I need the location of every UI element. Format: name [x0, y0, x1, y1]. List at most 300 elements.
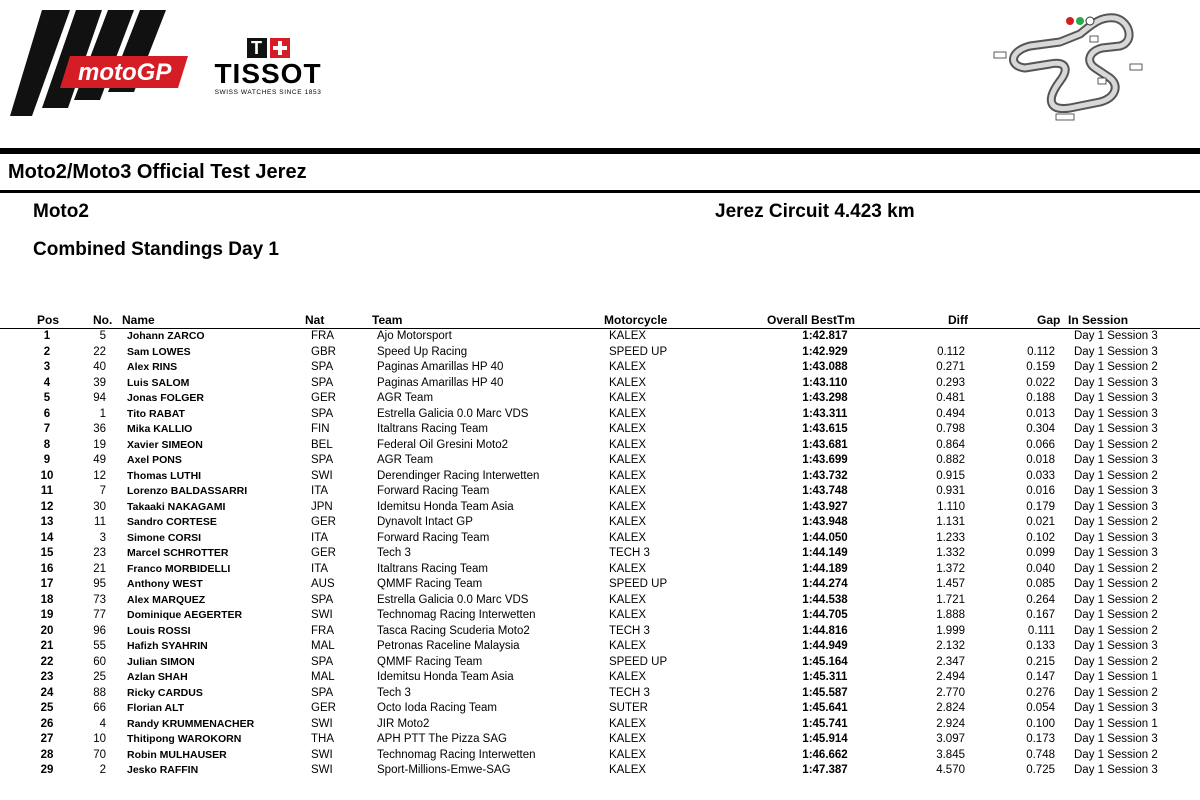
- table-row: [0, 749, 1200, 765]
- cell-nat: ITA: [311, 562, 329, 575]
- cell-motorcycle: KALEX: [609, 764, 647, 776]
- cell-team: QMMF Racing Team: [377, 655, 483, 668]
- cell-session: Day 1 Session 1: [1074, 717, 1158, 730]
- cell-name: Anthony WEST: [127, 578, 203, 590]
- cell-diff: 3.097: [936, 733, 965, 745]
- class-title: Moto2: [33, 201, 89, 222]
- cell-pos: 26: [40, 717, 54, 730]
- cell-pos: 24: [40, 686, 54, 699]
- table-row: [0, 609, 1200, 625]
- cell-best-time: 1:44.274: [802, 578, 848, 590]
- cell-name: Florian ALT: [127, 702, 185, 714]
- cell-gap: 0.147: [1026, 671, 1055, 683]
- cell-motorcycle: SUTER: [609, 702, 648, 714]
- cell-nat: SPA: [311, 407, 334, 420]
- table-row: [0, 439, 1200, 455]
- tissot-emblem: [208, 38, 328, 58]
- cell-pos: 4: [43, 376, 51, 389]
- cell-pos: 29: [40, 764, 54, 776]
- cell-team: Tasca Racing Scuderia Moto2: [377, 624, 530, 637]
- cell-session: Day 1 Session 2: [1074, 686, 1158, 699]
- cell-name: Axel PONS: [127, 454, 182, 466]
- cell-name: Marcel SCHROTTER: [127, 547, 229, 559]
- cell-nat: BEL: [311, 438, 333, 451]
- cell-best-time: 1:44.816: [802, 624, 848, 637]
- cell-nat: SWI: [311, 609, 333, 621]
- cell-name: Jesko RAFFIN: [127, 764, 199, 776]
- cell-session: Day 1 Session 2: [1074, 516, 1158, 528]
- cell-team: Federal Oil Gresini Moto2: [377, 438, 509, 451]
- cell-best-time: 1:43.311: [802, 407, 848, 420]
- cell-pos: 7: [43, 423, 51, 435]
- table-row: [0, 687, 1200, 703]
- table-row: [0, 733, 1200, 749]
- cell-best-time: 1:45.587: [802, 686, 848, 699]
- cell-name: Thitipong WAROKORN: [127, 733, 242, 745]
- cell-pos: 12: [40, 500, 54, 513]
- cell-gap: 0.167: [1026, 609, 1055, 621]
- col-motorcycle: Motorcycle: [604, 313, 668, 327]
- table-row: [0, 702, 1200, 718]
- cell-team: AGR Team: [377, 392, 434, 404]
- cell-diff: 0.481: [936, 392, 965, 404]
- cell-motorcycle: KALEX: [609, 593, 647, 606]
- cell-team: Dynavolt Intact GP: [377, 516, 473, 528]
- cell-motorcycle: SPEED UP: [609, 578, 668, 590]
- table-header: [0, 313, 1200, 329]
- cell-gap: 0.085: [1026, 578, 1055, 590]
- cell-diff: 1.233: [936, 531, 965, 544]
- cell-diff: 2.347: [936, 655, 965, 668]
- cell-team: JIR Moto2: [377, 717, 430, 730]
- motogp-logo: [10, 8, 195, 118]
- cell-name: Jonas FOLGER: [127, 392, 205, 404]
- cell-pos: 14: [40, 531, 54, 544]
- cell-session: Day 1 Session 2: [1074, 748, 1158, 761]
- cell-diff: 2.494: [936, 671, 965, 683]
- cell-pos: 17: [40, 578, 54, 590]
- col-nat: Nat: [305, 313, 325, 327]
- cell-diff: 1.888: [936, 609, 965, 621]
- cell-pos: 6: [43, 407, 51, 420]
- cell-diff: 1.372: [936, 562, 965, 575]
- cell-team: Technomag Racing Interwetten: [377, 609, 536, 621]
- cell-session: Day 1 Session 3: [1074, 733, 1158, 745]
- title-divider: [0, 190, 1200, 193]
- cell-nat: SPA: [311, 454, 334, 466]
- cell-session: Day 1 Session 2: [1074, 578, 1158, 590]
- col-no: No.: [93, 313, 113, 327]
- cell-best-time: 1:43.732: [802, 469, 848, 482]
- cell-pos: 28: [40, 748, 54, 761]
- table-row: [0, 454, 1200, 470]
- cell-nat: ITA: [311, 531, 329, 544]
- cell-nat: SWI: [311, 764, 333, 776]
- table-row: [0, 361, 1200, 377]
- table-row: [0, 516, 1200, 532]
- cell-gap: 0.173: [1026, 733, 1055, 745]
- cell-pos: 23: [40, 671, 54, 683]
- table-row: [0, 346, 1200, 362]
- cell-motorcycle: SPEED UP: [609, 655, 668, 668]
- cell-session: Day 1 Session 1: [1074, 671, 1158, 683]
- table-row: [0, 656, 1200, 672]
- col-diff: Diff: [948, 313, 968, 327]
- cell-team: Tech 3: [377, 686, 411, 699]
- cell-motorcycle: KALEX: [609, 748, 647, 761]
- cell-motorcycle: KALEX: [609, 330, 647, 342]
- cell-no: 39: [93, 376, 106, 389]
- cell-team: Paginas Amarillas HP 40: [377, 361, 504, 373]
- cell-nat: FRA: [311, 330, 334, 342]
- cell-nat: SPA: [311, 593, 334, 606]
- cell-nat: MAL: [311, 671, 335, 683]
- cell-session: Day 1 Session 3: [1074, 454, 1158, 466]
- cell-no: 77: [93, 609, 106, 621]
- cell-best-time: 1:43.948: [802, 516, 848, 528]
- cell-best-time: 1:43.110: [802, 376, 848, 389]
- table-row: [0, 408, 1200, 424]
- cell-session: Day 1 Session 3: [1074, 392, 1158, 404]
- cell-name: Julian SIMON: [127, 655, 195, 668]
- cell-no: 1: [99, 407, 106, 420]
- cell-no: 94: [93, 392, 106, 404]
- circuit-title: Jerez Circuit 4.423 km: [715, 201, 915, 222]
- cell-diff: 0.864: [936, 438, 965, 451]
- cell-gap: 0.013: [1026, 407, 1055, 420]
- cell-best-time: 1:42.817: [802, 330, 848, 342]
- table-row: [0, 640, 1200, 656]
- cell-motorcycle: TECH 3: [609, 547, 650, 559]
- cell-session: Day 1 Session 2: [1074, 609, 1158, 621]
- cell-best-time: 1:43.699: [802, 454, 848, 466]
- cell-session: Day 1 Session 3: [1074, 485, 1158, 497]
- cell-team: QMMF Racing Team: [377, 578, 483, 590]
- cell-diff: 0.798: [936, 423, 965, 435]
- table-row: [0, 671, 1200, 687]
- cell-diff: 2.824: [936, 702, 965, 714]
- cell-session: Day 1 Session 2: [1074, 469, 1158, 482]
- cell-nat: SPA: [311, 361, 334, 373]
- cell-best-time: 1:46.662: [802, 748, 848, 761]
- standings-table: [0, 330, 1200, 780]
- header-divider: [0, 148, 1200, 154]
- table-row: [0, 594, 1200, 610]
- cell-nat: ITA: [311, 485, 329, 497]
- cell-motorcycle: KALEX: [609, 392, 647, 404]
- cell-name: Johann ZARCO: [127, 330, 205, 342]
- cell-nat: THA: [311, 733, 334, 745]
- cell-nat: FRA: [311, 624, 334, 637]
- cell-best-time: 1:45.164: [802, 655, 848, 668]
- table-row: [0, 764, 1200, 780]
- cell-no: 88: [93, 686, 106, 699]
- cell-nat: SPA: [311, 686, 334, 699]
- cell-nat: SPA: [311, 376, 334, 389]
- cell-diff: 1.999: [936, 624, 965, 637]
- cell-no: 60: [93, 655, 106, 668]
- cell-name: Mika KALLIO: [127, 423, 193, 435]
- cell-no: 36: [93, 423, 106, 435]
- cell-best-time: 1:43.748: [802, 485, 848, 497]
- cell-best-time: 1:43.681: [802, 438, 848, 451]
- col-session: In Session: [1068, 313, 1129, 327]
- cell-session: Day 1 Session 2: [1074, 655, 1158, 668]
- tissot-wordmark: TISSOT: [214, 58, 322, 89]
- cell-best-time: 1:45.914: [802, 733, 848, 745]
- cell-pos: 5: [43, 392, 51, 404]
- cell-team: Ajo Motorsport: [377, 330, 452, 342]
- cell-session: Day 1 Session 2: [1074, 624, 1158, 637]
- cell-pos: 19: [40, 609, 54, 621]
- cell-gap: 0.215: [1026, 655, 1055, 668]
- cell-pos: 1: [43, 330, 51, 342]
- cell-diff: 1.110: [937, 500, 965, 513]
- cell-best-time: 1:43.298: [802, 392, 848, 404]
- cell-team: Tech 3: [377, 547, 411, 559]
- tissot-t-icon: T: [247, 38, 267, 58]
- cell-session: Day 1 Session 3: [1074, 376, 1158, 389]
- cell-motorcycle: KALEX: [609, 609, 647, 621]
- cell-pos: 18: [40, 593, 54, 606]
- cell-no: 73: [93, 593, 106, 606]
- cell-best-time: 1:44.050: [802, 531, 848, 544]
- cell-pos: 15: [40, 547, 54, 559]
- cell-pos: 16: [40, 562, 54, 575]
- cell-best-time: 1:45.311: [802, 671, 848, 683]
- cell-diff: 0.112: [937, 345, 965, 358]
- tissot-logo: [208, 38, 328, 98]
- cell-pos: 10: [40, 469, 54, 482]
- cell-gap: 0.100: [1026, 717, 1055, 730]
- cell-nat: GER: [311, 392, 336, 404]
- table-row: [0, 547, 1200, 563]
- table-row: [0, 563, 1200, 579]
- cell-diff: 1.332: [936, 547, 965, 559]
- cell-motorcycle: KALEX: [609, 438, 647, 451]
- table-row: [0, 470, 1200, 486]
- cell-gap: 0.054: [1026, 702, 1055, 714]
- table-row: [0, 330, 1200, 346]
- cell-motorcycle: KALEX: [609, 562, 647, 575]
- cell-name: Azlan SHAH: [127, 671, 188, 683]
- cell-name: Alex MARQUEZ: [127, 593, 206, 606]
- cell-gap: 0.179: [1026, 500, 1055, 513]
- cell-best-time: 1:47.387: [802, 764, 848, 776]
- cell-session: Day 1 Session 3: [1074, 423, 1158, 435]
- table-row: [0, 718, 1200, 734]
- cell-name: Sandro CORTESE: [127, 516, 217, 528]
- cell-diff: 0.271: [936, 361, 965, 373]
- cell-team: AGR Team: [377, 454, 434, 466]
- cell-diff: 1.457: [936, 578, 965, 590]
- cell-team: Technomag Racing Interwetten: [377, 748, 536, 761]
- cell-best-time: 1:43.927: [802, 500, 848, 513]
- cell-diff: 2.132: [936, 640, 965, 652]
- cell-best-time: 1:44.189: [802, 562, 848, 575]
- cell-no: 11: [94, 516, 106, 528]
- cell-no: 4: [99, 717, 106, 730]
- cell-pos: 27: [40, 733, 54, 745]
- cell-team: Estrella Galicia 0.0 Marc VDS: [377, 593, 529, 606]
- cell-best-time: 1:44.949: [802, 640, 848, 652]
- col-team: Team: [372, 313, 403, 327]
- cell-gap: 0.021: [1026, 516, 1055, 528]
- cell-no: 70: [93, 748, 106, 761]
- cell-no: 21: [93, 562, 106, 575]
- cell-session: Day 1 Session 3: [1074, 330, 1158, 342]
- cell-pos: 21: [40, 640, 54, 652]
- cell-team: Italtrans Racing Team: [377, 562, 489, 575]
- cell-no: 96: [93, 624, 106, 637]
- cell-diff: 0.494: [936, 407, 965, 420]
- cell-motorcycle: KALEX: [609, 376, 647, 389]
- cell-pos: 2: [43, 345, 51, 358]
- cell-name: Lorenzo BALDASSARRI: [127, 485, 248, 497]
- cell-motorcycle: KALEX: [609, 671, 647, 683]
- cell-no: 19: [93, 438, 106, 451]
- cell-nat: FIN: [311, 423, 330, 435]
- cell-no: 95: [93, 578, 106, 590]
- cell-motorcycle: KALEX: [609, 717, 647, 730]
- cell-motorcycle: KALEX: [609, 733, 647, 745]
- cell-gap: 0.040: [1026, 562, 1055, 575]
- cell-gap: 0.112: [1027, 345, 1055, 358]
- cell-team: Octo Ioda Racing Team: [377, 702, 497, 714]
- cell-gap: 0.188: [1026, 392, 1055, 404]
- session-title: Combined Standings Day 1: [33, 239, 279, 260]
- cell-team: Forward Racing Team: [377, 485, 490, 497]
- cell-motorcycle: KALEX: [609, 454, 647, 466]
- cell-gap: 0.099: [1026, 547, 1055, 559]
- cell-name: Randy KRUMMENACHER: [127, 717, 255, 730]
- cell-nat: GER: [311, 516, 336, 528]
- cell-nat: SWI: [311, 717, 333, 730]
- cell-name: Louis ROSSI: [127, 624, 191, 637]
- cell-motorcycle: SPEED UP: [609, 345, 668, 358]
- cell-name: Xavier SIMEON: [127, 438, 203, 451]
- table-row: [0, 485, 1200, 501]
- cell-pos: 8: [43, 438, 51, 451]
- cell-no: 55: [93, 640, 106, 652]
- cell-motorcycle: KALEX: [609, 361, 647, 373]
- cell-gap: 0.748: [1026, 748, 1055, 761]
- col-pos: Pos: [37, 313, 60, 327]
- cell-diff: 2.924: [936, 717, 965, 730]
- cell-no: 2: [99, 764, 106, 776]
- cell-gap: 0.264: [1026, 593, 1055, 606]
- cell-name: Franco MORBIDELLI: [127, 562, 231, 575]
- col-gap: Gap: [1037, 313, 1061, 327]
- cell-pos: 25: [40, 702, 54, 714]
- cell-name: Simone CORSI: [127, 531, 202, 544]
- cell-no: 66: [93, 702, 106, 714]
- cell-diff: 1.131: [936, 516, 965, 528]
- cell-no: 3: [99, 531, 106, 544]
- cell-diff: 2.770: [936, 686, 965, 699]
- cell-pos: 13: [40, 516, 54, 528]
- cell-gap: 0.111: [1027, 624, 1055, 637]
- cell-session: Day 1 Session 3: [1074, 407, 1158, 420]
- cell-motorcycle: TECH 3: [609, 686, 650, 699]
- cell-gap: 0.066: [1026, 438, 1055, 451]
- cell-team: Forward Racing Team: [377, 531, 490, 544]
- cell-session: Day 1 Session 3: [1074, 702, 1158, 714]
- cell-name: Takaaki NAKAGAMI: [127, 500, 226, 513]
- cell-name: Tito RABAT: [127, 407, 185, 420]
- cell-nat: MAL: [311, 640, 335, 652]
- cell-no: 40: [93, 361, 106, 373]
- cell-team: Sport-Millions-Emwe-SAG: [377, 764, 511, 776]
- cell-pos: 3: [43, 361, 51, 373]
- cell-name: Thomas LUTHI: [127, 469, 202, 482]
- cell-nat: GER: [311, 702, 336, 714]
- cell-session: Day 1 Session 3: [1074, 640, 1158, 652]
- cell-team: Paginas Amarillas HP 40: [377, 376, 504, 389]
- cell-team: Derendinger Racing Interwetten: [377, 469, 540, 482]
- cell-pos: 20: [40, 624, 54, 637]
- cell-best-time: 1:44.149: [802, 547, 848, 559]
- cell-no: 12: [93, 469, 106, 482]
- cell-team: Idemitsu Honda Team Asia: [377, 671, 514, 683]
- cell-nat: GER: [311, 547, 336, 559]
- table-row: [0, 501, 1200, 517]
- cell-team: Idemitsu Honda Team Asia: [377, 500, 514, 513]
- cell-motorcycle: KALEX: [609, 500, 647, 513]
- cell-gap: 0.102: [1026, 531, 1055, 544]
- cell-name: Hafizh SYAHRIN: [127, 640, 208, 652]
- cell-name: Dominique AEGERTER: [127, 609, 243, 621]
- cell-session: Day 1 Session 2: [1074, 593, 1158, 606]
- cell-nat: AUS: [311, 578, 335, 590]
- cell-no: 49: [93, 454, 106, 466]
- col-best-time: Overall BestTm: [767, 313, 856, 327]
- cell-team: Estrella Galicia 0.0 Marc VDS: [377, 407, 529, 420]
- cell-no: 22: [93, 345, 106, 358]
- cell-gap: 0.022: [1026, 376, 1055, 389]
- cell-pos: 9: [43, 454, 51, 466]
- cell-team: Speed Up Racing: [377, 345, 468, 358]
- cell-name: Sam LOWES: [127, 345, 191, 358]
- cell-session: Day 1 Session 2: [1074, 361, 1158, 373]
- cell-pos: 22: [40, 655, 54, 668]
- cell-nat: GBR: [311, 345, 336, 358]
- cell-best-time: 1:42.929: [802, 345, 848, 358]
- cell-gap: 0.016: [1026, 485, 1055, 497]
- cell-no: 10: [93, 733, 106, 745]
- cell-team: APH PTT The Pizza SAG: [377, 733, 507, 745]
- cell-session: Day 1 Session 3: [1074, 345, 1158, 358]
- cell-diff: 4.570: [936, 764, 965, 776]
- cell-gap: 0.018: [1026, 454, 1055, 466]
- cell-gap: 0.276: [1026, 686, 1055, 699]
- cell-motorcycle: KALEX: [609, 485, 647, 497]
- cell-team: Petronas Raceline Malaysia: [377, 640, 520, 652]
- cell-session: Day 1 Session 3: [1074, 547, 1158, 559]
- cell-name: Robin MULHAUSER: [127, 748, 227, 761]
- cell-no: 5: [99, 330, 106, 342]
- cell-best-time: 1:44.705: [802, 609, 848, 621]
- cell-gap: 0.033: [1026, 469, 1055, 482]
- cell-session: Day 1 Session 3: [1074, 531, 1158, 544]
- cell-session: Day 1 Session 2: [1074, 562, 1158, 575]
- cell-diff: 0.931: [936, 485, 965, 497]
- cell-motorcycle: KALEX: [609, 469, 647, 482]
- cell-name: Ricky CARDUS: [127, 686, 203, 699]
- cell-no: 30: [93, 500, 106, 513]
- cell-name: Luis SALOM: [127, 376, 190, 389]
- swiss-cross-icon: [270, 38, 290, 58]
